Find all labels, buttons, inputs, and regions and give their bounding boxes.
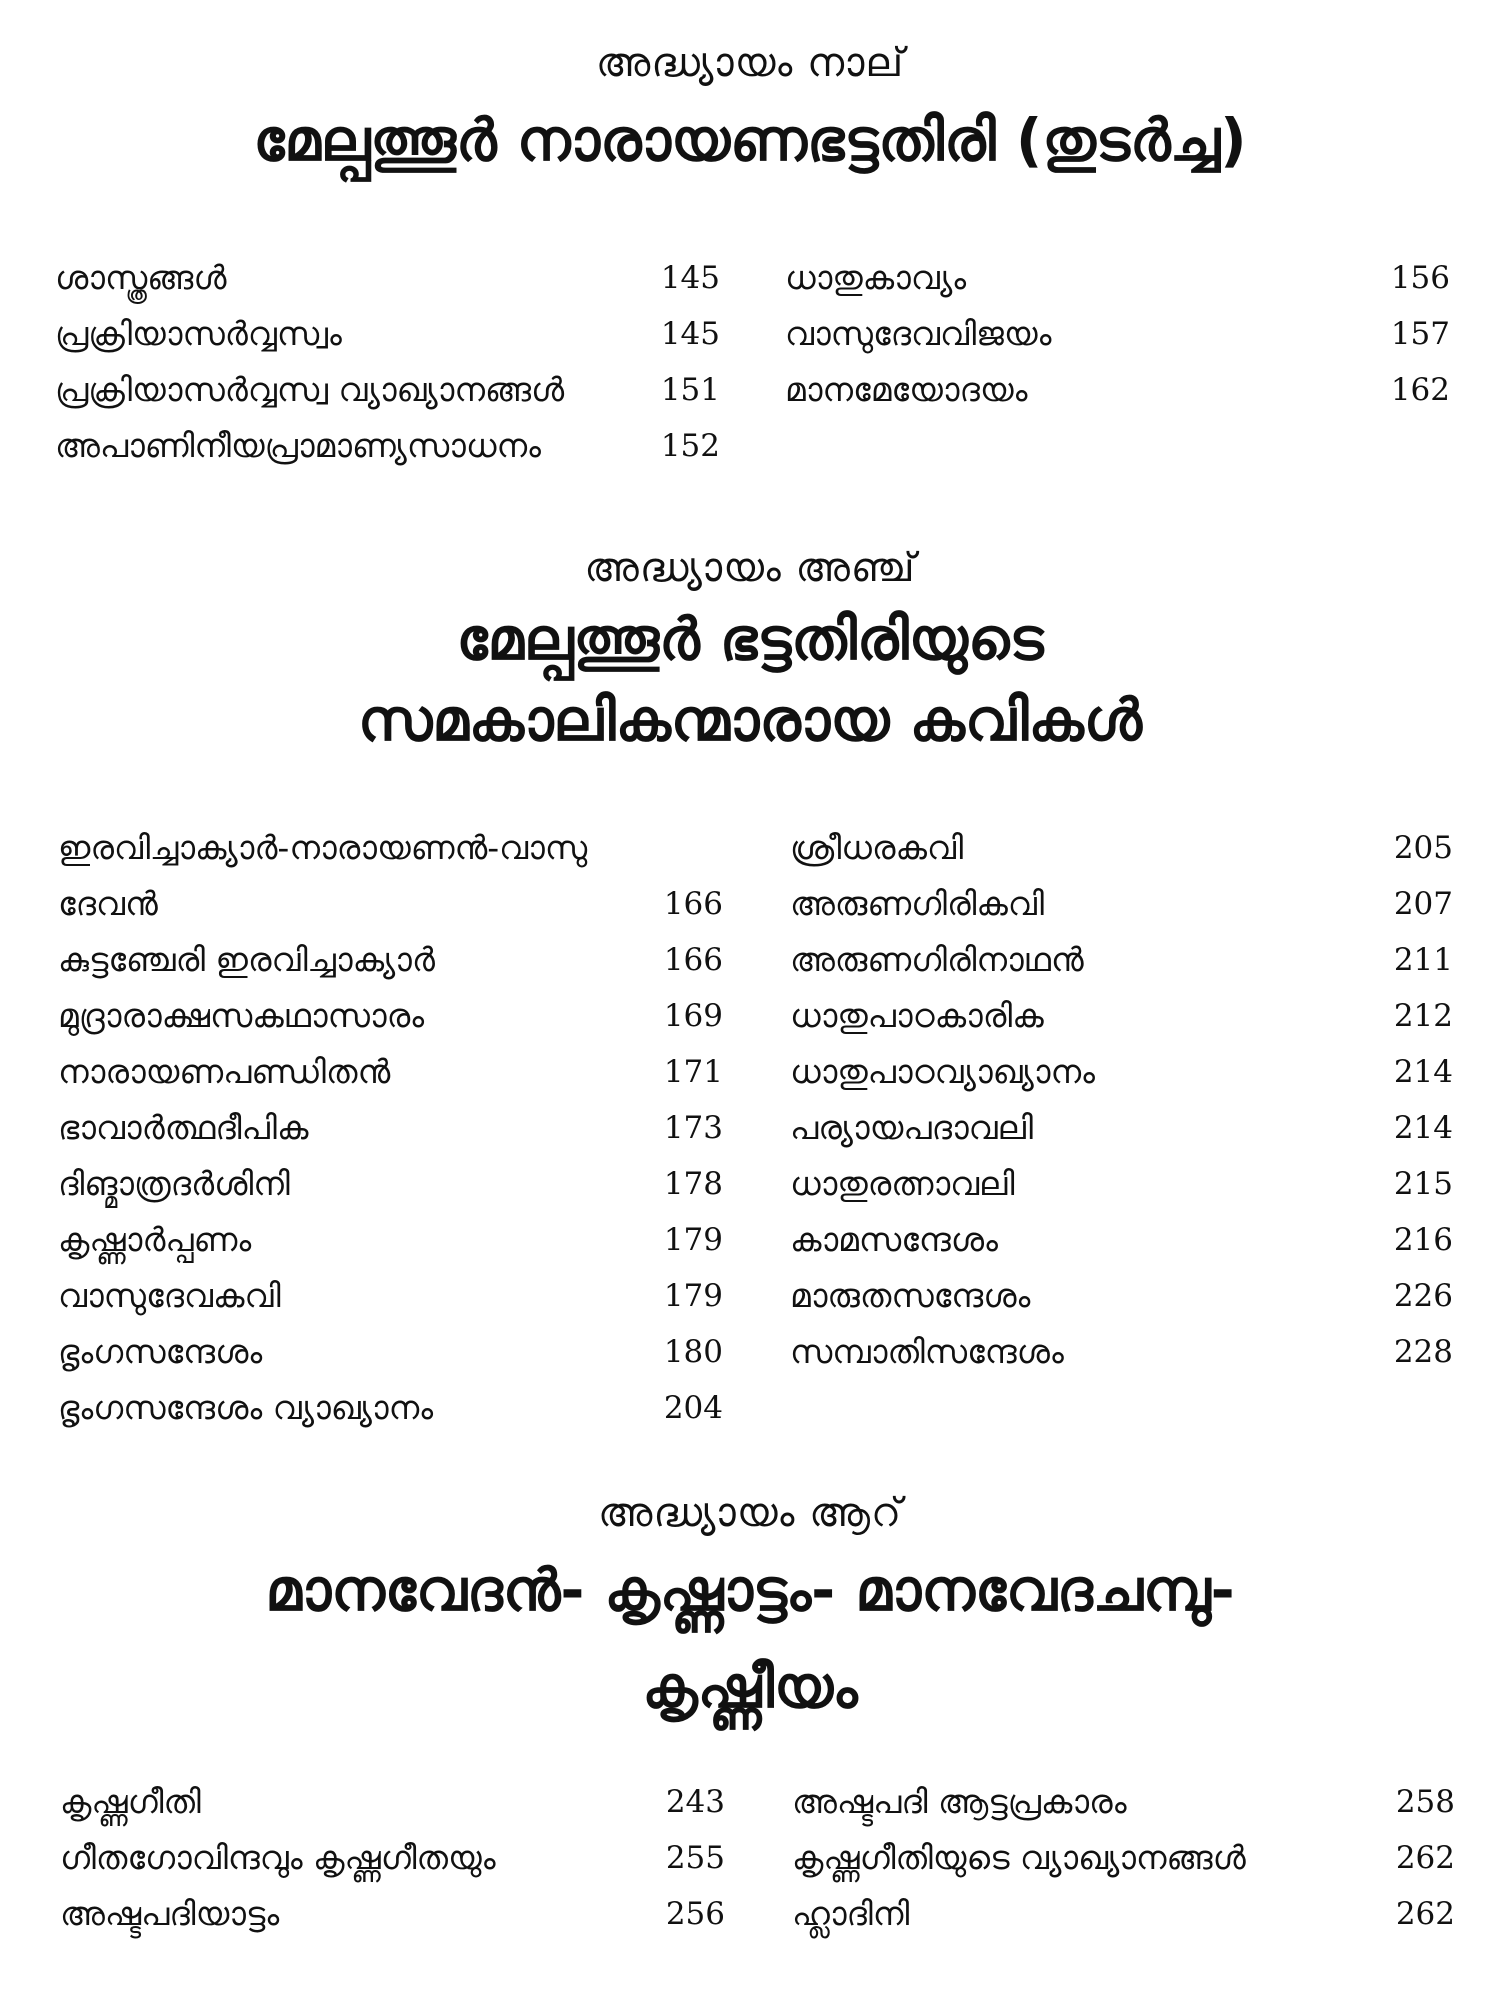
entry-title: ധാതുകാവ്യം (785, 258, 967, 297)
entry-title: ഭൃംഗസന്ദേശം (58, 1332, 263, 1371)
entry-title: വാസുദേവകവി (58, 1276, 281, 1315)
entry-page: 216 (1393, 1222, 1453, 1258)
toc-entry (58, 1380, 723, 1436)
entry-title: ഇരവിച്ചാക്യാർ-നാരായണൻ-വാസു (58, 828, 588, 867)
entry-page: 145 (660, 260, 720, 296)
toc-entry (55, 250, 720, 306)
toc-entry (55, 418, 720, 474)
entry-page: 211 (1393, 942, 1453, 978)
entry-title: ശാസ്ത്രങ്ങൾ (55, 258, 227, 297)
toc-entry (58, 1212, 723, 1268)
entry-title: നാരായണപണ്ഡിതൻ (58, 1052, 391, 1091)
chapter-6-section (0, 1490, 1500, 1728)
entry-title: ശ്രീധരകവി (790, 828, 964, 867)
entry-title: ഗീതഗോവിന്ദവും കൃഷ്ണഗീതയും (60, 1838, 496, 1877)
chapter-heading: അദ്ധ്യായം ആറ് (597, 1490, 903, 1536)
entry-page: 157 (1390, 316, 1450, 352)
right-column (792, 1774, 1455, 1942)
entry-page: 151 (660, 372, 720, 408)
entry-page: 215 (1393, 1166, 1453, 1202)
entry-title: കൃഷ്ണഗീതി (60, 1782, 201, 1821)
entry-page: 214 (1393, 1054, 1453, 1090)
entry-page: 226 (1393, 1278, 1453, 1314)
left-column (60, 1774, 725, 1942)
entry-title: കൃഷ്ണഗീതിയുടെ വ്യാഖ്യാനങ്ങൾ (792, 1838, 1246, 1877)
entry-title: വാസുദേവവിജയം (785, 314, 1052, 353)
entry-page: 228 (1393, 1334, 1453, 1370)
entry-title: ധാതുപാഠവ്യാഖ്യാനം (790, 1052, 1095, 1091)
entry-page: 169 (663, 998, 723, 1034)
entry-page: 145 (660, 316, 720, 352)
toc-entry (790, 1100, 1453, 1156)
entry-title: മാരുതസന്ദേശം (790, 1276, 1031, 1315)
chapter-5-section (0, 545, 1500, 761)
entry-title: പര്യായപദാവലി (790, 1108, 1034, 1147)
right-column (790, 820, 1453, 1380)
entry-title: ധാതുപാഠകാരിക (790, 996, 1044, 1035)
entry-page: 156 (1390, 260, 1450, 296)
toc-entry (60, 1774, 725, 1830)
toc-entry (790, 1212, 1453, 1268)
toc-entry (58, 1324, 723, 1380)
right-column (785, 250, 1450, 418)
toc-entry (790, 932, 1453, 988)
entry-page: 214 (1393, 1110, 1453, 1146)
chapter-title-line-2: സമകാലികന്മാരായ കവികൾ (357, 686, 1143, 755)
entry-page: 179 (663, 1222, 723, 1258)
toc-entry (792, 1830, 1455, 1886)
entry-title: മാനമേയോദയം (785, 370, 1028, 409)
entry-page: 258 (1395, 1784, 1455, 1820)
entry-title: ദേവൻ (58, 884, 158, 923)
left-column (55, 250, 720, 474)
entry-page: 166 (663, 942, 723, 978)
entry-page: 255 (665, 1840, 725, 1876)
entry-page: 166 (663, 886, 723, 922)
entry-title: പ്രക്രിയാസർവ്വസ്വം (55, 314, 342, 353)
entry-page: 171 (663, 1054, 723, 1090)
toc-entry (55, 362, 720, 418)
entry-page: 178 (663, 1166, 723, 1202)
entry-title: സമ്പാതിസന്ദേശം (790, 1332, 1064, 1371)
toc-entry (790, 1156, 1453, 1212)
chapter-4-section (0, 40, 1500, 181)
entry-page: 262 (1395, 1896, 1455, 1932)
toc-entry (790, 1044, 1453, 1100)
toc-entry (785, 306, 1450, 362)
entry-title: ദിങ്മാത്രദർശിനി (58, 1164, 290, 1203)
toc-entry (58, 876, 723, 932)
toc-entry (58, 1100, 723, 1156)
toc-entry (792, 1886, 1455, 1942)
entry-title: പ്രക്രിയാസർവ്വസ്വ വ്യാഖ്യാനങ്ങൾ (55, 370, 565, 409)
entry-title: കാമസന്ദേശം (790, 1220, 998, 1259)
toc-entry (790, 1268, 1453, 1324)
entry-title: ഭൃംഗസന്ദേശം വ്യാഖ്യാനം (58, 1388, 434, 1427)
chapter-heading: അദ്ധ്യായം നാല് (595, 40, 905, 86)
toc-entry (58, 820, 723, 876)
entry-page: 212 (1393, 998, 1453, 1034)
entry-title: അപാണിനീയപ്രാമാണ്യസാധനം (55, 426, 541, 465)
chapter-title-line-2: കൃഷ്ണീയം (642, 1653, 858, 1722)
toc-entry (785, 250, 1450, 306)
entry-title: ഹ്ലാദിനി (792, 1894, 910, 1933)
entry-page: 262 (1395, 1840, 1455, 1876)
chapter-title-line-1: മേല്പത്തൂർ ഭട്ടതിരിയുടെ (456, 605, 1044, 673)
entry-page: 243 (665, 1784, 725, 1820)
chapter-heading: അദ്ധ്യായം അഞ്ച് (584, 545, 916, 591)
chapter-title-line-1: മാനവേദൻ- കൃഷ്ണാട്ടം- മാനവേദചമ്പു- (265, 1556, 1235, 1624)
toc-entry (58, 1156, 723, 1212)
entry-title: കുട്ടഞ്ചേരി ഇരവിച്ചാക്യാർ (58, 940, 435, 979)
entry-page: 173 (663, 1110, 723, 1146)
entry-title: മുദ്രാരാക്ഷസകഥാസാരം (58, 996, 425, 1035)
toc-entry (792, 1774, 1455, 1830)
toc-entry (785, 362, 1450, 418)
toc-entry (790, 876, 1453, 932)
entry-title: അരുണഗിരിനാഥൻ (790, 940, 1084, 979)
entry-title: അഷ്ടപദി ആട്ടപ്രകാരം (792, 1782, 1127, 1821)
entry-page: 180 (663, 1334, 723, 1370)
toc-entry (790, 820, 1453, 876)
toc-entry (60, 1886, 725, 1942)
toc-entry (55, 306, 720, 362)
entry-page: 256 (665, 1896, 725, 1932)
left-column (58, 820, 723, 1436)
chapter-title: മേല്പത്തൂർ നാരായണഭട്ടതിരി (തുടർച്ച) (253, 106, 1247, 174)
entry-title: കൃഷ്ണാർപ്പണം (58, 1220, 252, 1259)
entry-page: 152 (660, 428, 720, 464)
entry-page: 204 (663, 1390, 723, 1426)
entry-title: ഭാവാർത്ഥദീപിക (58, 1108, 309, 1147)
toc-entry (790, 988, 1453, 1044)
toc-entry (58, 932, 723, 988)
entry-page: 179 (663, 1278, 723, 1314)
entry-page: 205 (1393, 830, 1453, 866)
entry-page: 162 (1390, 372, 1450, 408)
toc-entry (58, 1044, 723, 1100)
entry-title: അരുണഗിരികവി (790, 884, 1045, 923)
entry-title: ധാതുരത്നാവലി (790, 1164, 1015, 1203)
entry-title: അഷ്ടപദിയാട്ടം (60, 1894, 280, 1933)
toc-entry (58, 1268, 723, 1324)
entry-page: 207 (1393, 886, 1453, 922)
toc-entry (60, 1830, 725, 1886)
toc-entry (790, 1324, 1453, 1380)
toc-entry (58, 988, 723, 1044)
